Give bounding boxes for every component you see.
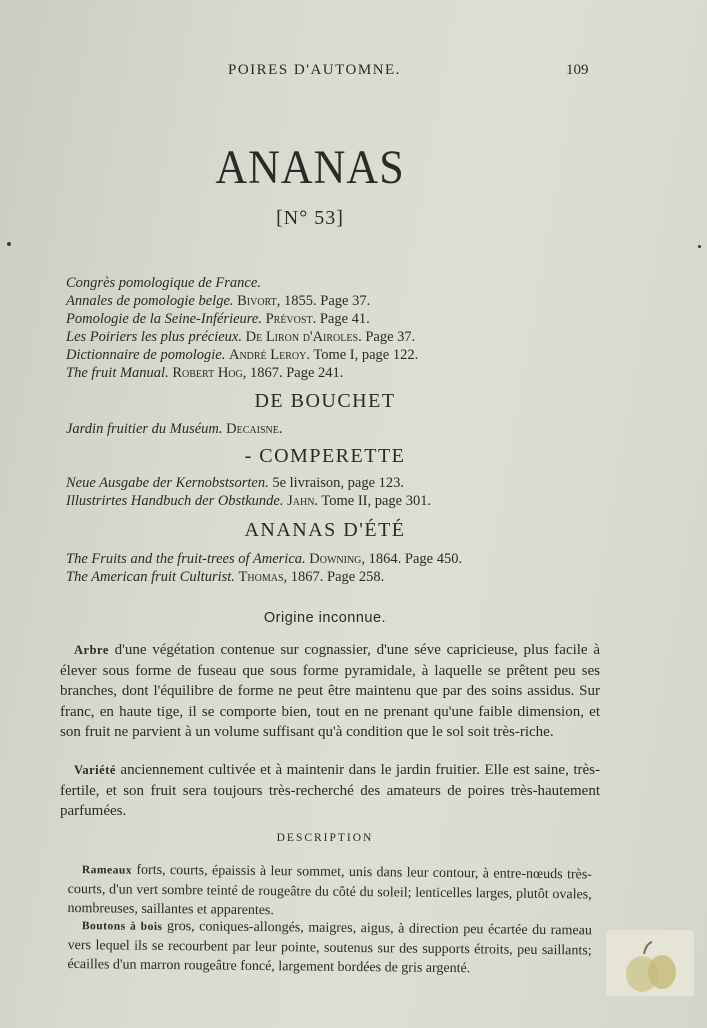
variety-number: [N° 53] xyxy=(276,207,344,229)
reference-line xyxy=(66,310,370,328)
reference-work: The American fruit Culturist. xyxy=(66,569,235,585)
pear-icon xyxy=(606,930,694,996)
reference-line xyxy=(66,568,384,586)
reference-author: Jahn xyxy=(287,493,315,509)
reference-detail: , 1867. Page 258. xyxy=(283,569,385,585)
paragraph-lead: Arbre xyxy=(74,643,109,657)
reference-line xyxy=(66,474,404,492)
reference-work: Dictionnaire de pomologie. xyxy=(66,347,226,363)
synonym-heading: ANANAS D'ÉTÉ xyxy=(244,519,406,541)
reference-author: De Liron d'Airoles xyxy=(245,329,359,345)
reference-line xyxy=(66,274,261,292)
reference-line xyxy=(66,328,415,346)
reference-detail: . Tome II, page 301. xyxy=(314,493,432,509)
paragraph-variete xyxy=(60,760,600,822)
reference-work: Pomologie de la Seine-Inférieure. xyxy=(66,311,262,327)
reference-detail: 5e livraison, page 123. xyxy=(272,475,405,491)
reference-author: Prévost xyxy=(265,311,313,327)
origin-line: Origine inconnue. xyxy=(263,610,387,626)
reference-line xyxy=(66,364,343,382)
reference-line xyxy=(66,346,418,364)
paragraph-text: anciennement cultivée et à maintenir dans le jardin fruitier. Elle est saine, très-fertile, et son fruit sera toujours très-recherché des amateurs de poires très-hautement parfumées. xyxy=(60,762,600,819)
reference-line xyxy=(66,420,283,438)
reference-detail: , 1855. Page 37. xyxy=(276,293,371,309)
paragraph-text: d'une végétation contenue sur cognassier, d'une séve capricieuse, plus facile à élever sous forme de fuseau que sous forme pyramidale, à laquelle se prêtent peu ses branches, dont l'équilibre de forme ne peut être maintenu que par des soins assidus. Sur franc, en haute tige, il se comporte bien, tout en ne prenant qu'une faible dimension, et son fruit ne parvient à un volume suffisant qu'à condition que le sol soit très-riche. xyxy=(60,642,600,740)
reference-work: Illustrirtes Handbuch der Obstkunde. xyxy=(66,493,284,509)
reference-work: Congrès pomologique de France. xyxy=(66,275,261,291)
reference-detail: , 1867. Page 241. xyxy=(242,365,344,381)
reference-author: Decaisne xyxy=(226,421,279,437)
pear-illustration-fragment xyxy=(606,930,694,996)
reference-work: Neue Ausgabe der Kernobstsorten. xyxy=(66,475,269,491)
description-heading: DESCRIPTION xyxy=(276,832,374,844)
reference-work: Jardin fruitier du Muséum. xyxy=(66,421,223,437)
paragraph-arbre xyxy=(60,640,600,743)
paragraph-boutons xyxy=(67,916,592,979)
ink-speck xyxy=(698,245,701,248)
running-head xyxy=(0,62,707,82)
reference-work: Annales de pomologie belge. xyxy=(66,293,234,309)
reference-line xyxy=(66,550,462,568)
reference-work: The Fruits and the fruit-trees of America. xyxy=(66,551,306,567)
reference-detail: . Tome I, page 122. xyxy=(306,347,419,363)
reference-author: Bivort xyxy=(237,293,277,309)
paragraph-lead: Rameaux xyxy=(81,864,133,877)
paragraph-lead: Variété xyxy=(74,763,116,777)
reference-detail: . Page 37. xyxy=(358,329,416,345)
reference-work: The fruit Manual. xyxy=(66,365,169,381)
synonym-heading: - COMPERETTE xyxy=(244,445,406,467)
reference-author: Thomas xyxy=(238,569,284,585)
paragraph-rameaux xyxy=(67,860,592,923)
reference-detail: , 1864. Page 450. xyxy=(361,551,463,567)
paragraph-text: gros, coniques-allongés, maigres, aigus, à direction peu écartée du rameau vers lequel ils se recourbent par leur pointe, soutenus sur des supports étroits, peu saillants; écailles d'un marron rougeâtre foncé, largement bordées de gris argenté. xyxy=(67,918,592,977)
paragraph-lead: Boutons à bois xyxy=(81,920,163,933)
running-head-title: POIRES D'AUTOMNE. xyxy=(228,62,401,78)
synonym-heading: DE BOUCHET xyxy=(254,390,396,412)
reference-line xyxy=(66,292,370,310)
ink-speck xyxy=(7,242,11,246)
reference-author: André Leroy xyxy=(228,347,307,363)
paragraph-text: forts, courts, épaissis à leur sommet, unis dans leur contour, à entre-nœuds très-courts, d'un vert sombre teinté de rougeâtre du côté du soleil; lenticelles larges, plutôt ovales, nombreuses, saillantes et apparentes. xyxy=(67,862,592,919)
reference-author: Robert Hog xyxy=(172,365,243,381)
reference-detail: . xyxy=(278,421,283,437)
reference-line xyxy=(66,492,431,510)
reference-detail: . Page 41. xyxy=(312,311,370,327)
reference-work: Les Poiriers les plus précieux. xyxy=(66,329,242,345)
page-number: 109 xyxy=(566,62,589,78)
variety-title: ANANAS xyxy=(215,141,405,194)
reference-author: Downing xyxy=(309,551,362,567)
